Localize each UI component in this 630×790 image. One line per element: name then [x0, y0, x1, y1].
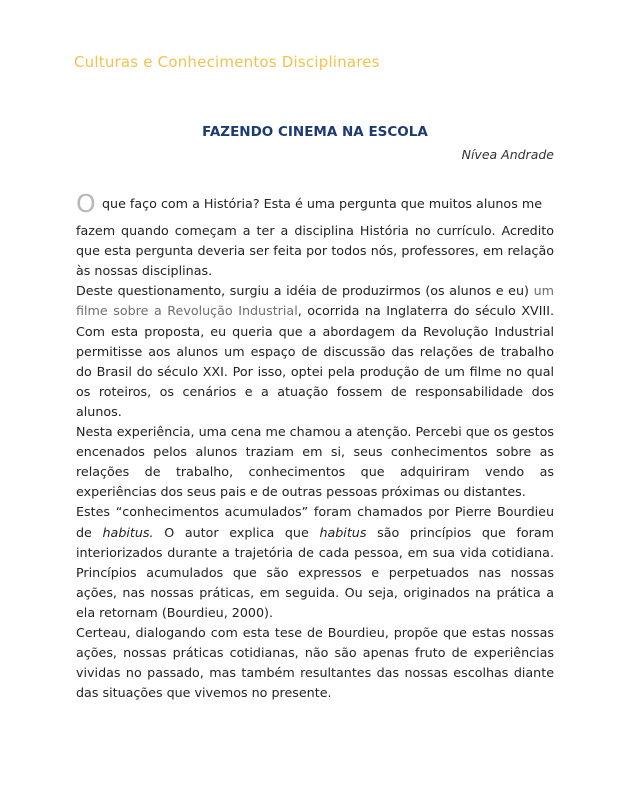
habitus-term-1: habitus.	[102, 524, 154, 540]
article-title: FAZENDO CINEMA NA ESCOLA	[202, 124, 428, 140]
paragraph-2	[76, 281, 554, 422]
paragraph-2-text-b: , ocorrida na Inglaterra do século XVIII. Com esta proposta, eu queria que a abordagem da Revolução Industrial permitisse aos alunos um espaço de discussão das relações de trabalho do Brasil do século XXI. Por isso, optei pela produção de um filme no qual os roteiros, os cenários e a atuação fossem de responsabilidade dos alunos.	[76, 303, 554, 419]
paragraph-4-text-a: Estes “conhecimentos acumulados” foram chamados por Pierre Bourdieu de	[76, 504, 554, 540]
film-link[interactable]: um filme sobre a Revolução Industrial	[76, 283, 554, 319]
article-author: Nívea Andrade	[461, 147, 554, 162]
drop-cap: O	[76, 189, 96, 219]
opening-text: que faço com a História? Esta é uma pergunta que muitos alunos me	[102, 196, 542, 211]
article-body	[76, 189, 554, 703]
paragraph-4	[76, 502, 554, 623]
paragraph-4-text-c: são princípios que foram interiorizados durante a trajetória de cada pessoa, em sua vida cotidiana. Princípios acumulados que são expressos e perpetuados nas nossas ações, nas nossas práticas, em seguida. Ou seja, originados na prática a ela retornam (Bourdieu, 2000).	[76, 524, 554, 620]
habitus-term-2: habitus	[319, 524, 367, 540]
paragraph-3: Nesta experiência, uma cena me chamou a atenção. Percebi que os gestos encenados pelos alunos traziam em si, seus conhecimentos sobre as relações de trabalho, conhecimentos que adquiriram vendo as experiências dos seus pais e de outras pessoas próximas ou distantes.	[76, 424, 554, 500]
paragraph-2-text-a: Deste questionamento, surgiu a idéia de produzirmos (os alunos e eu)	[76, 283, 534, 299]
paragraph-5: Certeau, dialogando com esta tese de Bourdieu, propõe que estas nossas ações, nossas práticas cotidianas, não são apenas fruto de experiências vividas no passado, mas também resultantes das nossas escolhas diante das situações que vivemos no presente.	[76, 624, 554, 701]
paragraph-1: fazem quando começam a ter a disciplina História no currículo. Acredito que esta pergunta deveria ser feita por todos nós, professores, em relação às nossas disciplinas.	[76, 223, 554, 279]
opening-line	[76, 189, 554, 219]
paragraph-4-text-b: O autor explica que	[153, 524, 320, 540]
section-header: Culturas e Conhecimentos Disciplinares	[74, 53, 380, 71]
